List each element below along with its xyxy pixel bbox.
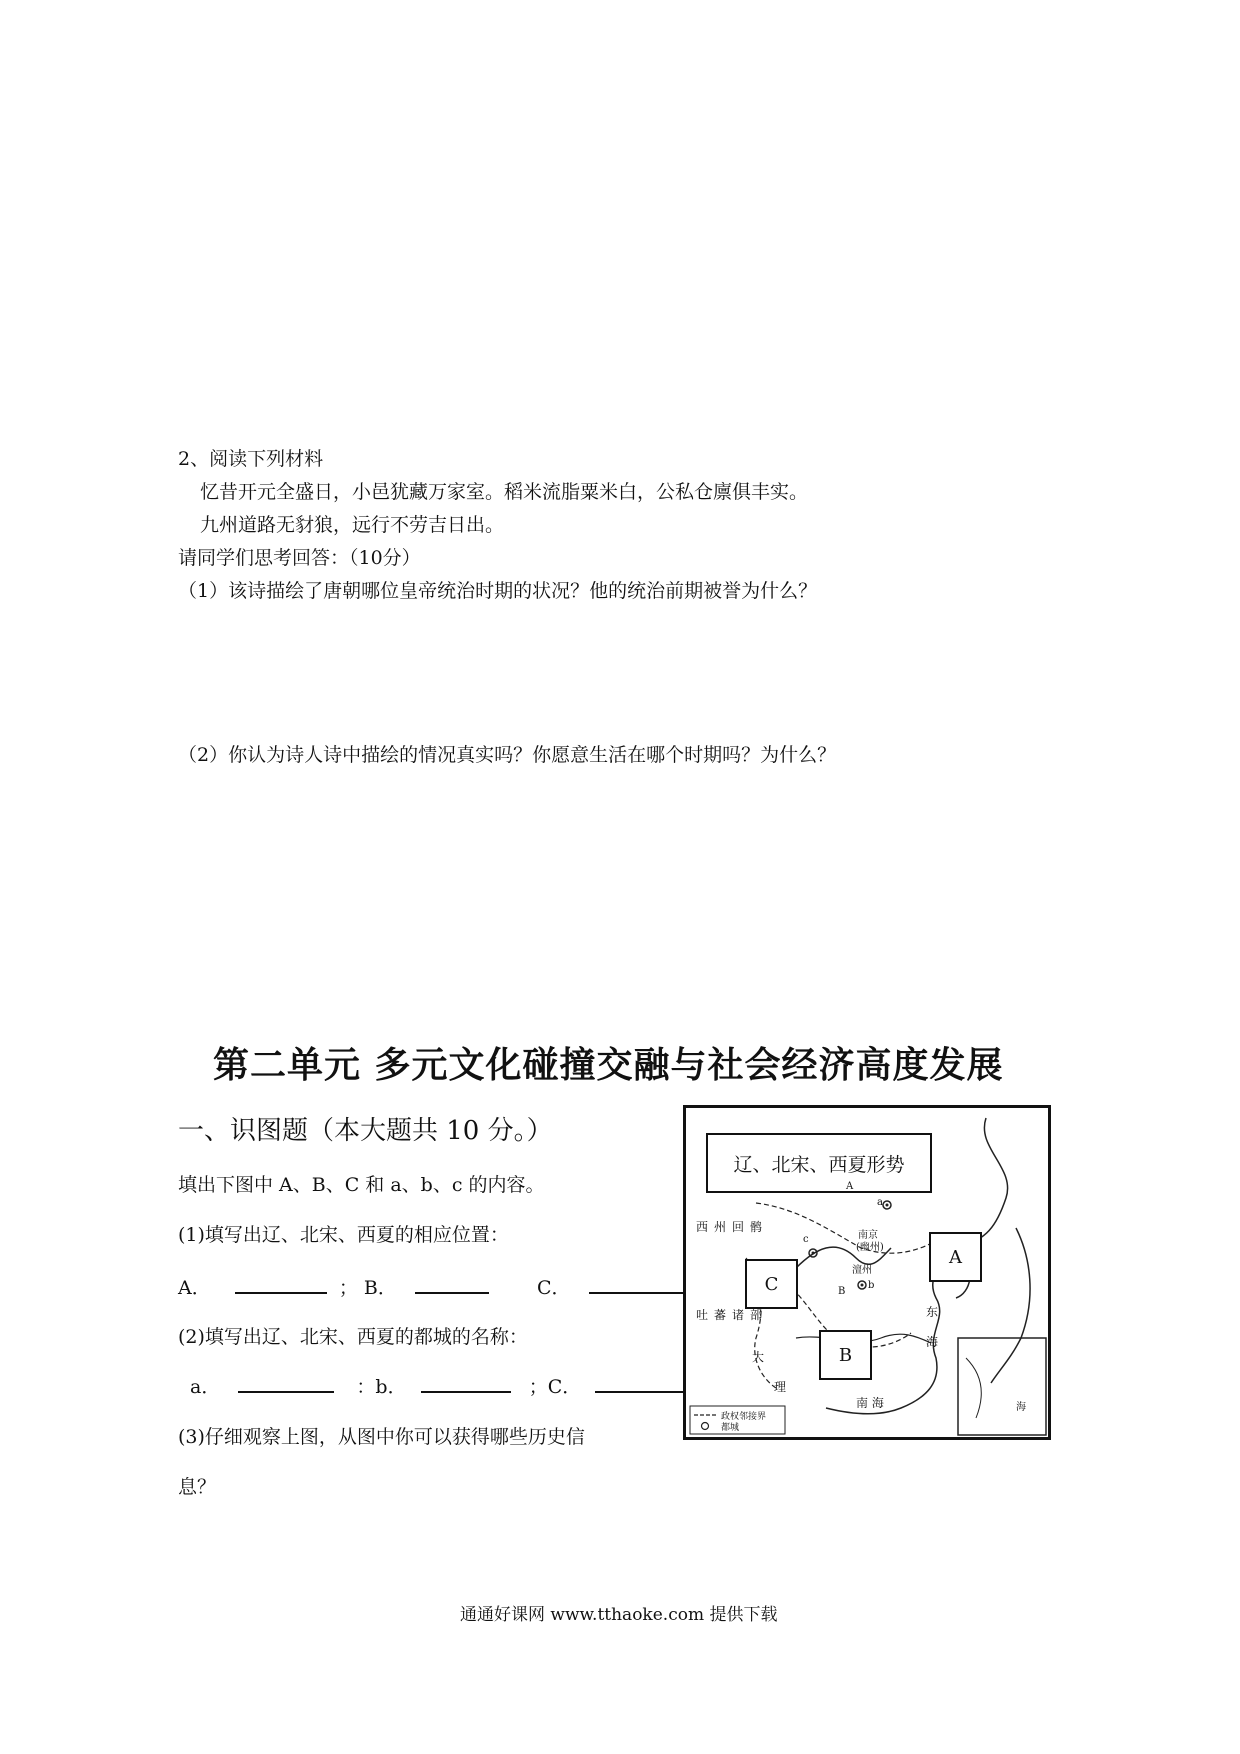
map-region-xizhou: 西州回鹘 [696, 1220, 769, 1234]
map-box-c-label: C [764, 1273, 779, 1295]
section1-q2: (2)填写出辽、北宋、西夏的都城的名称： [178, 1326, 528, 1348]
map-legend-capital: 都城 [721, 1423, 740, 1433]
q2-label-a: a． [190, 1376, 221, 1398]
map-box-b [819, 1330, 872, 1380]
poem-line-1: 忆昔开元全盛日，小邑犹藏万家室。稻米流脂粟米白，公私仓廪俱丰实。 [200, 481, 809, 503]
map-mark-a-upper: A [846, 1181, 854, 1192]
q2-label-c: ；C． [528, 1376, 582, 1398]
blank-capital-a[interactable] [238, 1373, 334, 1393]
blank-a[interactable] [235, 1274, 327, 1294]
section1-q1: (1)填写出辽、北宋、西夏的相应位置： [178, 1224, 509, 1246]
map-city-youzhou: (幽州) [856, 1242, 884, 1253]
map-box-a-label: A [949, 1246, 962, 1268]
capital-b-dot [861, 1284, 864, 1287]
q1-label-c: C． [536, 1277, 571, 1299]
section1-q3-line1: (3)仔细观察上图，从图中你可以获得哪些历史信 [178, 1426, 585, 1448]
map-box-a [929, 1232, 982, 1282]
map-region-tubo: 吐蕃诸部 [696, 1308, 769, 1322]
map-box-c [745, 1259, 798, 1309]
border-line-1 [756, 1203, 941, 1253]
map-region-dali-1: 大 [752, 1350, 765, 1364]
inset-coast [966, 1358, 981, 1418]
map-sea-hai: 海 [926, 1335, 939, 1349]
q2-sub2: （2）你认为诗人诗中描绘的情况真实吗？你愿意生活在哪个时期吗？为什么？ [178, 744, 837, 766]
capital-c-dot [812, 1252, 815, 1255]
capital-a-dot [886, 1204, 889, 1207]
map-sea-dong: 东 [926, 1305, 939, 1319]
unit-title: 第二单元 多元文化碰撞交融与社会经济高度发展 [213, 1044, 1004, 1086]
map-title-box [706, 1133, 932, 1193]
section1-q3-line2: 息？ [178, 1476, 217, 1498]
blank-capital-b[interactable] [421, 1373, 511, 1393]
blank-c[interactable] [589, 1274, 697, 1294]
q2-prompt: 请同学们思考回答：（10分） [178, 547, 421, 569]
section1-heading: 一、识图题（本大题共 10 分。） [178, 1116, 553, 1146]
map-city-nanjing: 南京 [858, 1230, 878, 1241]
map-title: 辽、北宋、西夏形势 [733, 1153, 905, 1176]
q1-label-b: ； B． [338, 1277, 397, 1299]
q1-answer-row [178, 1273, 697, 1300]
map-legend-border: 政权邻接界 [721, 1412, 767, 1422]
q1-label-a: A． [178, 1277, 211, 1299]
map-sea-nanhai: 南 海 [856, 1396, 884, 1410]
section1-intro: 填出下图中 A、B、C 和 a、b、c 的内容。 [178, 1174, 545, 1196]
blank-b[interactable] [415, 1274, 489, 1294]
q2-heading: 2、阅读下列材料 [178, 448, 324, 470]
map-mark-c-lower: c [803, 1234, 809, 1245]
map-mark-b-lower: b [868, 1280, 875, 1291]
map-region-dali-2: 理 [774, 1380, 787, 1394]
map-mark-a-lower: a [877, 1197, 883, 1208]
japan-islands [991, 1228, 1030, 1383]
q2-label-b: ：b． [356, 1376, 407, 1398]
footer-credit: 通通好课网 www.tthaoke.com 提供下载 [460, 1605, 778, 1625]
q2-sub1: （1）该诗描绘了唐朝哪位皇帝统治时期的状况？他的统治前期被誉为什么？ [178, 580, 818, 602]
liao-song-xixia-map [683, 1105, 1051, 1440]
map-mark-b-upper: B [838, 1286, 846, 1297]
q2-answer-row [190, 1372, 713, 1399]
map-city-chanzhou: 澶州 [852, 1265, 872, 1276]
poem-line-2: 九州道路无豺狼，远行不劳吉日出。 [200, 514, 505, 536]
map-inset-hai: 海 [1016, 1402, 1026, 1413]
south-sea-inset [958, 1338, 1046, 1435]
map-box-b-label: B [838, 1344, 853, 1366]
